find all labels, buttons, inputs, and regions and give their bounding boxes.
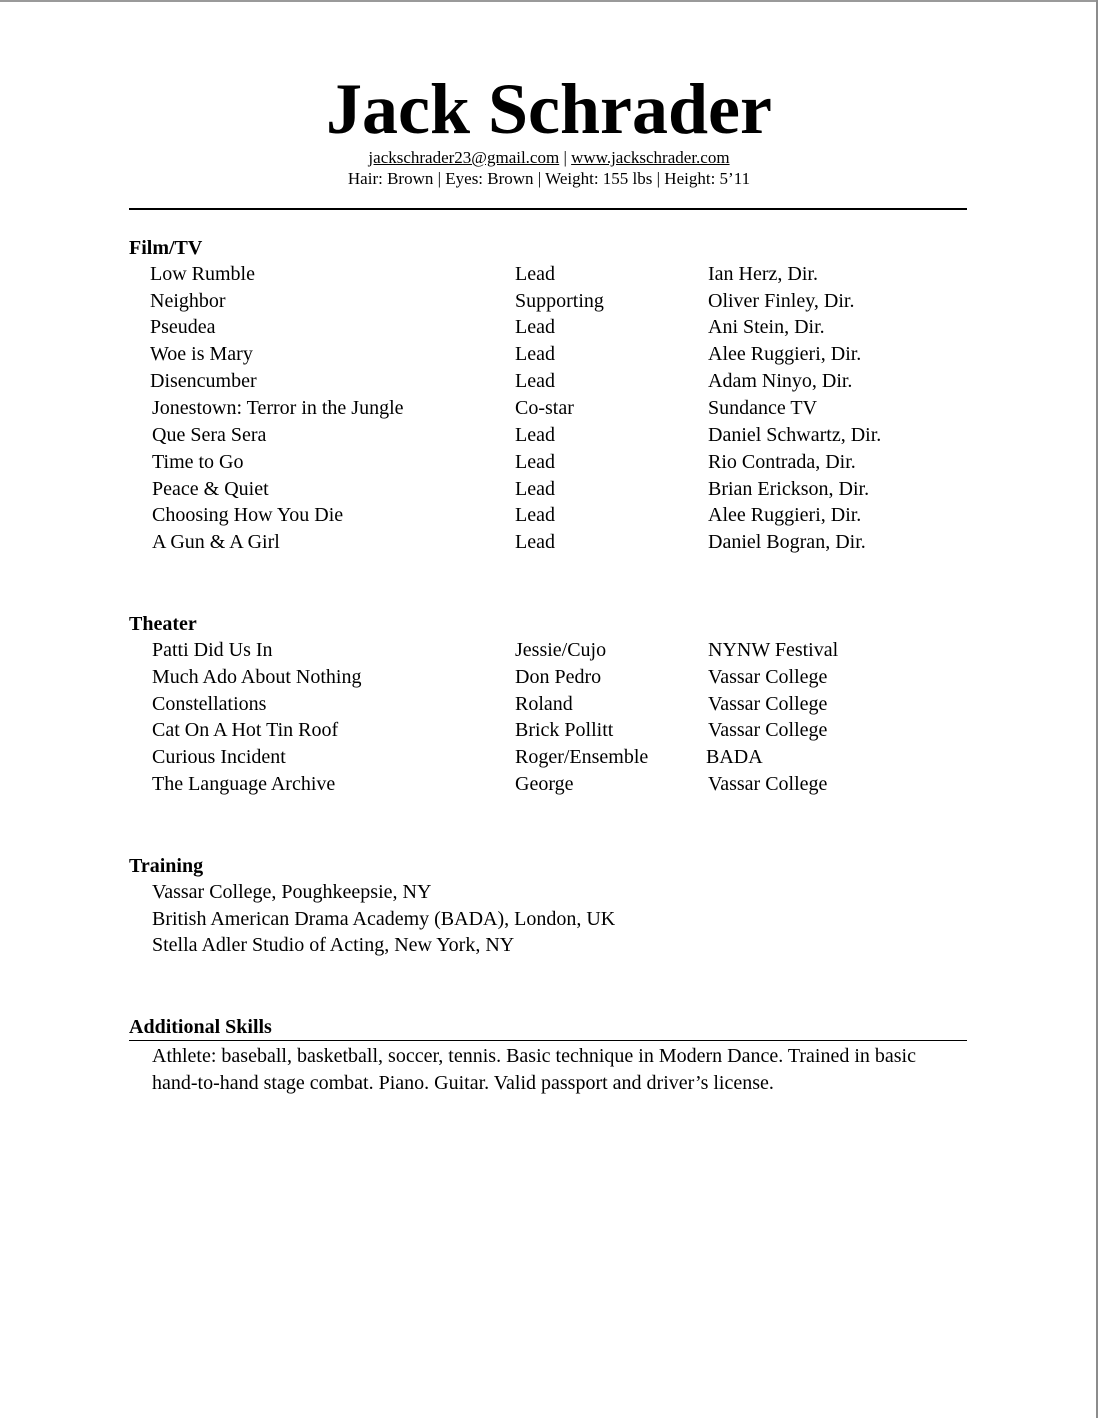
credit-title: Jonestown: Terror in the Jungle	[152, 397, 404, 419]
physical-stats: Hair: Brown | Eyes: Brown | Weight: 155 lbs | Height: 5’11	[347, 169, 751, 188]
credit-row	[0, 288, 1098, 315]
credit-row	[0, 744, 1098, 771]
training-heading: Training	[129, 855, 204, 877]
training-item: Stella Adler Studio of Acting, New York, NY	[152, 934, 515, 956]
credit-row	[0, 717, 1098, 744]
credit-role: Co-star	[515, 397, 574, 419]
credit-title: A Gun & A Girl	[152, 531, 280, 553]
credit-role: Lead	[515, 531, 555, 553]
credit-director: Daniel Schwartz, Dir.	[708, 424, 882, 446]
credit-row	[0, 261, 1098, 288]
credit-role: Brick Pollitt	[515, 719, 614, 741]
credit-role: Lead	[515, 263, 555, 285]
credit-row	[0, 395, 1098, 422]
credit-role: Lead	[515, 316, 555, 338]
header-divider	[129, 208, 967, 210]
credit-role: Roger/Ensemble	[515, 746, 649, 768]
credit-director: Alee Ruggieri, Dir.	[708, 504, 862, 526]
credit-role: Lead	[515, 343, 555, 365]
credit-director: Adam Ninyo, Dir.	[708, 370, 853, 392]
skills-divider	[129, 1040, 967, 1041]
credit-title: Cat On A Hot Tin Roof	[152, 719, 339, 741]
website-link[interactable]: www.jackschrader.com	[571, 148, 730, 167]
credit-row	[0, 529, 1098, 556]
credit-director: Ian Herz, Dir.	[708, 263, 818, 285]
credit-venue: Vassar College	[708, 719, 828, 741]
actor-name: Jack Schrader	[326, 69, 772, 149]
credit-row	[0, 502, 1098, 529]
credit-title: Time to Go	[152, 451, 244, 473]
credit-venue: Vassar College	[708, 666, 828, 688]
skills-heading: Additional Skills	[129, 1016, 272, 1038]
credit-director: Daniel Bogran, Dir.	[708, 531, 866, 553]
credit-title: The Language Archive	[152, 773, 336, 795]
credit-role: Lead	[515, 370, 555, 392]
credit-title: Choosing How You Die	[152, 504, 344, 526]
credit-row	[0, 341, 1098, 368]
credit-role: Supporting	[515, 290, 604, 312]
credit-role: George	[515, 773, 574, 795]
credit-row	[0, 476, 1098, 503]
page-top-edge	[0, 0, 1098, 2]
credit-venue: Vassar College	[708, 693, 828, 715]
credit-venue: BADA	[706, 746, 763, 768]
film-tv-heading: Film/TV	[129, 237, 203, 259]
skills-text: Athlete: baseball, basketball, soccer, tennis. Basic technique in Modern Dance. Trained in basic hand-to-hand stage combat. Piano. Guitar. Valid passport and driver’s license.	[152, 1045, 916, 1094]
credit-title: Curious Incident	[152, 746, 286, 768]
credit-role: Jessie/Cujo	[515, 639, 607, 661]
credit-director: Rio Contrada, Dir.	[708, 451, 856, 473]
credit-director: Ani Stein, Dir.	[708, 316, 825, 338]
credit-title: Constellations	[152, 693, 267, 715]
credit-title: Much Ado About Nothing	[152, 666, 362, 688]
credit-venue: Vassar College	[708, 773, 828, 795]
training-item: British American Drama Academy (BADA), London, UK	[152, 908, 616, 930]
credit-title: Pseudea	[150, 316, 216, 338]
credit-title: Peace & Quiet	[152, 478, 269, 500]
theater-heading: Theater	[129, 613, 197, 635]
credit-title: Que Sera Sera	[152, 424, 267, 446]
credit-title: Patti Did Us In	[152, 639, 273, 661]
credit-role: Lead	[515, 424, 555, 446]
credit-row	[0, 422, 1098, 449]
credit-director: Oliver Finley, Dir.	[708, 290, 855, 312]
credit-row	[0, 368, 1098, 395]
training-item: Vassar College, Poughkeepsie, NY	[152, 881, 432, 903]
credit-role: Lead	[515, 451, 555, 473]
credit-title: Neighbor	[150, 290, 226, 312]
credit-title: Low Rumble	[150, 263, 255, 285]
credit-role: Roland	[515, 693, 573, 715]
credit-venue: NYNW Festival	[708, 639, 839, 661]
credit-role: Lead	[515, 478, 555, 500]
credit-role: Don Pedro	[515, 666, 602, 688]
credit-role: Lead	[515, 504, 555, 526]
credit-title: Woe is Mary	[150, 343, 253, 365]
credit-row	[0, 771, 1098, 798]
contact-separator: |	[559, 148, 572, 167]
credit-title: Disencumber	[150, 370, 257, 392]
credit-row	[0, 691, 1098, 718]
credit-director: Sundance TV	[708, 397, 818, 419]
credit-director: Alee Ruggieri, Dir.	[708, 343, 862, 365]
credit-director: Brian Erickson, Dir.	[708, 478, 870, 500]
contact-line	[0, 147, 1098, 169]
credit-row	[0, 637, 1098, 664]
credit-row	[0, 314, 1098, 341]
email-link[interactable]: jackschrader23@gmail.com	[368, 148, 560, 167]
credit-row	[0, 449, 1098, 476]
credit-row	[0, 664, 1098, 691]
